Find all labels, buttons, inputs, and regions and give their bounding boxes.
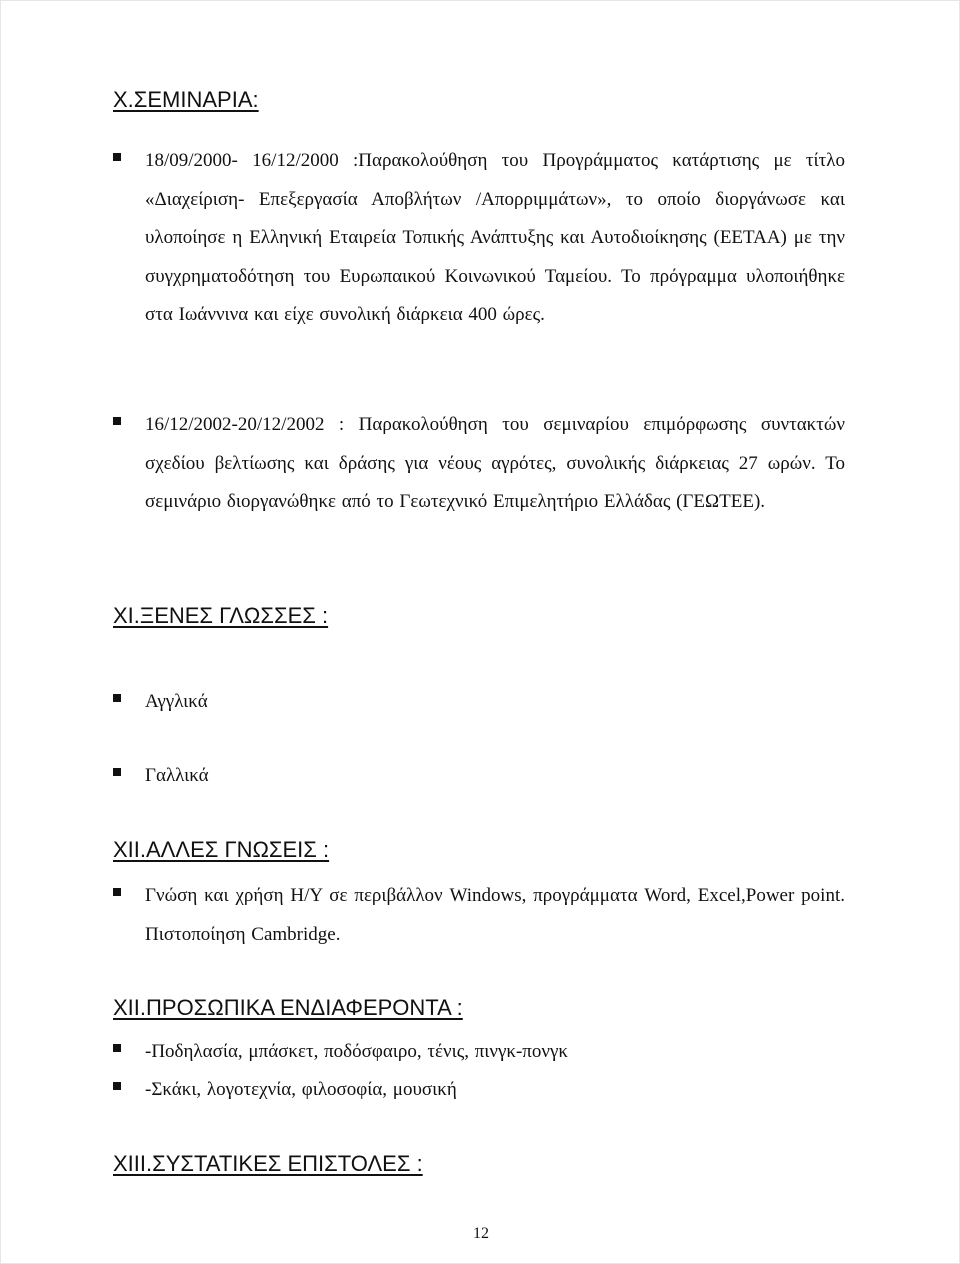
section-title-references: XIII.ΣΥΣΤΑΤΙΚΕΣ ΕΠΙΣΤΟΛΕΣ :	[113, 1151, 423, 1176]
seminar-description: Παρακολούθηση του σεμιναρίου επιμόρφωσης συντακτών σχεδίου βελτίωσης και δράσης για νέους αγρότες, συνολικής διάρκειας 27 ωρών. Το σεμινάριο διοργανώθηκε από το Γεωτεχνικό Επιμελητήριο Ελλάδας (ΓΕΩΤΕΕ).	[145, 414, 845, 512]
list-item-interest	[113, 1071, 845, 1110]
list-item-interest	[113, 1033, 845, 1072]
bullet-square-icon	[113, 694, 121, 702]
section-title-seminars: X.ΣΕΜΙΝΑΡΙΑ:	[113, 87, 259, 112]
list-item-text: Αγγλικά	[145, 691, 208, 712]
section-title-interests: XII.ΠΡΟΣΩΠΙΚΑ ΕΝΔΙΑΦΕΡΟΝΤΑ :	[113, 995, 463, 1020]
list-item-text	[145, 142, 845, 335]
list-item-text	[145, 406, 845, 522]
list-item-text: -Ποδηλασία, μπάσκετ, ποδόσφαιρο, τένις, πινγκ-πονγκ	[145, 1041, 568, 1062]
seminar-date: 16/12/2002-20/12/2002 :	[145, 414, 345, 435]
list-item-seminar-1	[113, 142, 845, 335]
page-number: 12	[473, 1225, 489, 1242]
seminar-date: 18/09/2000- 16/12/2000 :	[145, 150, 359, 171]
bullet-square-icon	[113, 768, 121, 776]
bullet-square-icon	[113, 153, 121, 161]
list-item-language	[113, 757, 845, 796]
list-item-text: -Σκάκι, λογοτεχνία, φιλοσοφία, μουσική	[145, 1079, 457, 1100]
bullet-square-icon	[113, 417, 121, 425]
section-title-other-knowledge: XII.ΑΛΛΕΣ ΓΝΩΣΕΙΣ :	[113, 837, 330, 862]
bullet-square-icon	[113, 888, 121, 896]
list-item-text: Γνώση και χρήση Η/Υ σε περιβάλλον Windows, προγράμματα Word, Excel,Power point. Πιστοποίηση Cambridge.	[145, 885, 845, 945]
list-item-skill	[113, 877, 845, 954]
bullet-square-icon	[113, 1044, 121, 1052]
list-item-language	[113, 683, 845, 722]
list-item-seminar-2	[113, 406, 845, 522]
section-title-languages: XI.ΞΕΝΕΣ ΓΛΩΣΣΕΣ :	[113, 603, 329, 628]
bullet-square-icon	[113, 1082, 121, 1090]
list-item-text: Γαλλικά	[145, 765, 209, 786]
seminar-description: Παρακολούθηση του Προγράμματος κατάρτισης με τίτλο «Διαχείριση- Επεξεργασία Αποβλήτων /Απορριμμάτων», το οποίο διοργάνωσε και υλοποίησε η Ελληνική Εταιρεία Τοπικής Ανάπτυξης και Αυτοδιοίκησης (ΕΕΤΑΑ) με την συγχρηματοδότηση του Ευρωπαικού Κοινωνικού Ταμείου. Το πρόγραμμα υλοποιήθηκε στα Ιωάννινα και είχε συνολική διάρκεια 400 ώρες.	[145, 150, 845, 325]
